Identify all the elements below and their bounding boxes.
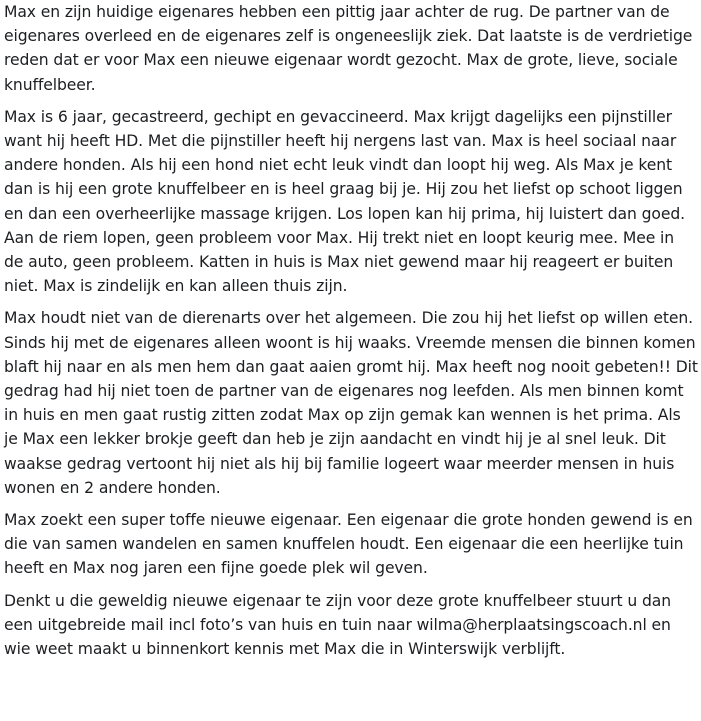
post-paragraph-intro: Max en zijn huidige eigenares hebben een pittig jaar achter de rug. De partner van de eigenares overleed en de eigenares zelf is ongeneeslijk ziek. Dat laatste is de verdrietige reden dat er voor Max een nieuwe eigenaar wordt gezocht. Max de grote, lieve, sociale knuffelbeer. [4,3,693,94]
post-paragraph-behaviour: Max houdt niet van de dierenarts over het algemeen. Die zou hij het liefst op willen eten. Sinds hij met de eigenares alleen woont is hij waaks. Vreemde mensen die binnen komen blaft hij naar en als men hem dan gaat aaien gromt hij. Max heeft nog nooit gebeten!! Dit gedrag had hij niet toen de partner van de eigenares nog leefden. Als men binnen komt in huis en men gaat rustig zitten zodat Max op zijn gemak kan wennen is het prima. Als je Max een lekker brokje geeft dan heb je zijn aandacht en vindt hij je al snel leuk. Dit waakse gedrag vertoont hij niet als hij bij familie logeert waar meerder mensen in huis wonen en 2 andere honden. [4,309,698,497]
post-paragraph-details: Max is 6 jaar, gecastreerd, gechipt en gevaccineerd. Max krijgt dagelijks een pijnstiller want hij heeft HD. Met die pijnstiller heeft hij nergens last van. Max is heel sociaal naar andere honden. Als hij een hond niet echt leuk vindt dan loopt hij weg. Als Max je kent dan is hij een grote knuffelbeer en is heel graag bij je. Hij zou het liefst op schoot liggen en dan een overheerlijke massage krijgen. Los lopen kan hij prima, hij luistert dan goed. Aan de riem lopen, geen probleem voor Max. Hij trekt niet en loopt keurig mee. Mee in de auto, geen probleem. Katten in huis is Max niet gewend maar hij reageert er buiten niet. Max is zindelijk en kan alleen thuis zijn. [4,107,686,296]
post-paragraph-wanted-owner: Max zoekt een super toffe nieuwe eigenaar. Een eigenaar die grote honden gewend is en die van samen wandelen en samen knuffelen houdt. Een eigenaar die een heerlijke tuin heeft en Max nog jaren een fijne goede plek wil geven. [4,511,693,578]
post-paragraph-contact: Denkt u die geweldig nieuwe eigenaar te zijn voor deze grote knuffelbeer stuurt u dan een uitgebreide mail incl foto’s van huis en tuin naar wilma@herplaatsingscoach.nl en wie weet maakt u binnenkort kennis met Max die in Winterswijk verblijft. [4,591,671,659]
